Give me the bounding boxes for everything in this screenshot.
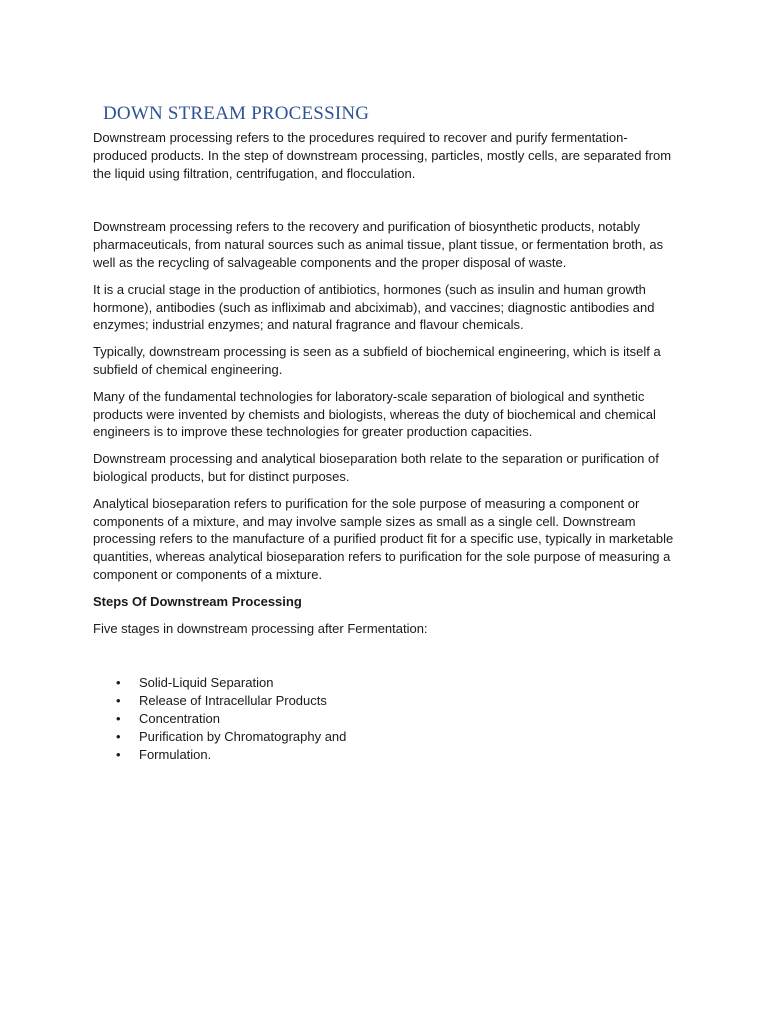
step-label: Concentration	[139, 711, 220, 727]
paragraph-importance: It is a crucial stage in the production of antibiotics, hormones (such as insulin and human growth hormone), antibodies (such as infliximab and abciximab), and vaccines; diagnostic antibodies and enzymes; industrial enzymes; and natural fragrance and flavour chemicals.	[93, 281, 655, 333]
paragraph-analytical-bioseparation: Analytical bioseparation refers to purification for the sole purpose of measuring a component or components of a mixture, and may involve sample sizes as small as a single cell. Downstream processing refers to the manufacture of a purified product fit for a specific use, typically in marketable quantities, whereas analytical bioseparation refers to purification for the sole purpose of measuring a component or components of a mixture.	[93, 495, 674, 582]
bullet-icon: •	[116, 711, 121, 727]
paragraph-analytical-relation: Downstream processing and analytical bioseparation both relate to the separation or purification of biological products, but for distinct purposes.	[93, 451, 659, 484]
document-title: DOWN STREAM PROCESSING	[103, 103, 370, 124]
paragraph-definition: Downstream processing refers to the recovery and purification of biosynthetic products, notably pharmaceuticals, from natural sources such as animal tissue, plant tissue, or fermentation broth, as well as the recycling of salvageable components and the proper disposal of waste.	[93, 219, 664, 270]
step-label: Purification by Chromatography and	[139, 729, 347, 745]
list-item	[93, 692, 675, 710]
step-label: Release of Intracellular Products	[139, 693, 327, 709]
list-item	[93, 674, 675, 692]
list-item	[93, 746, 675, 764]
bullet-icon: •	[116, 693, 121, 709]
paragraph-subfield: Typically, downstream processing is seen as a subfield of biochemical engineering, which is itself a subfield of chemical engineering.	[93, 344, 661, 377]
steps-list	[93, 674, 675, 764]
paragraph-intro: Downstream processing refers to the procedures required to recover and purify fermentation-produced products. In the step of downstream processing, particles, mostly cells, are separated from the liquid using filtration, centrifugation, and flocculation.	[93, 130, 672, 181]
step-label: Formulation.	[139, 747, 212, 763]
list-item	[93, 710, 675, 728]
steps-intro: Five stages in downstream processing after Fermentation:	[93, 620, 428, 636]
document-body	[93, 102, 675, 764]
step-label: Solid-Liquid Separation	[139, 675, 274, 691]
steps-heading: Steps Of Downstream Processing	[93, 593, 302, 609]
list-item	[93, 728, 675, 746]
bullet-icon: •	[116, 747, 121, 763]
bullet-icon: •	[116, 729, 121, 745]
bullet-icon: •	[116, 675, 121, 691]
paragraph-technologies: Many of the fundamental technologies for laboratory-scale separation of biological and synthetic products were invented by chemists and biologists, whereas the duty of biochemical and chemical engineers is to improve these technologies for greater production capacities.	[93, 388, 656, 440]
